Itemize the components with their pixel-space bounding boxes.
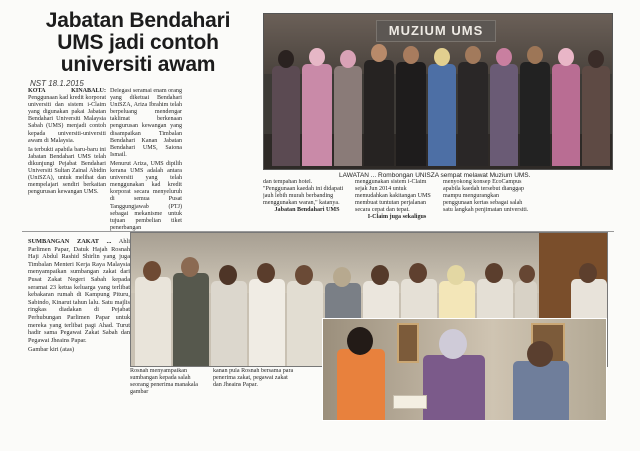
person-head — [409, 263, 427, 283]
paragraph: Delegasi seramai enam orang yang diketuai Bendahari UniSZA, Ariza Ibrahim telah berpeluang mendengar taklimat berkenaan pengurusan kewangan yang disampaikan Timbalan Bendahari Kanan Jabatan Bendahari UMS, Saiona Ismail. — [110, 88, 182, 158]
person-figure — [135, 277, 171, 367]
dateline: KOTA KINABALU: — [28, 88, 106, 94]
section-lead: SUMBANGAN ZAKAT ... — [28, 238, 112, 245]
person-head — [278, 50, 294, 68]
person-head — [340, 50, 356, 68]
paragraph: menyokong konsep EcoCampus apabila kaedah tersebut dianggap mampu mengurangkan penggunaan kertas sebagai salah satu langkah penjimatan universiti. — [443, 179, 529, 214]
bottom-caption-1: Rosnah menyampaikan sumbangan kepada salah seorang penerima manakala gambar — [130, 368, 199, 396]
person-head — [257, 263, 275, 283]
person-figure — [582, 66, 610, 166]
person-head — [579, 263, 597, 283]
person-figure — [428, 64, 456, 166]
person-head — [403, 46, 419, 64]
article-column-1 — [28, 88, 106, 238]
person-figure — [396, 62, 426, 166]
photo-caption-top: LAWATAN ... Rombongan UNISZA sempat melawat Muzium UMS. — [339, 172, 531, 179]
person-head — [496, 48, 512, 66]
person-head — [527, 341, 553, 367]
person-figure — [287, 281, 323, 367]
museum-banner: MUZIUM UMS — [376, 20, 496, 42]
person-head — [465, 46, 481, 64]
paragraph-text: Ahli Parlimen Papar, Datuk Hajah Rosnah Haji Abdul Rashid Shirlin yang juga Timbalan Menteri Kerja Raya Malaysia menyampaikan sumbangan zakat dari Pusat Zakat Negeri Sabah kepada seramai 23 ketua keluarga yang terlibat kebakaran rumah di Kampung Pituru, Sabindo, Kinarut tahun lalu. Satu majlis ringkas diadakan di Pejabat Perhubungan Parlimen Papar untuk mereka yang terlibat pagi Ahad. Turut hadir sama Pegawai Zakat Sabah dan Pegawai Jheains Papar. — [28, 238, 130, 344]
article-row-col-3 — [443, 179, 529, 237]
person-figure — [334, 66, 362, 166]
handwritten-date: NST 18.1.2015 — [30, 79, 84, 88]
person-figure — [249, 279, 285, 367]
paragraph — [28, 238, 130, 344]
article-column-3 — [187, 88, 259, 176]
wall-frame — [397, 323, 419, 363]
person-figure — [552, 64, 580, 166]
person-head — [309, 48, 325, 66]
paragraph: dan tempahan hotel. — [263, 179, 313, 185]
subheading: I-Claim juga sekaligus — [367, 214, 427, 221]
person-head — [371, 265, 389, 285]
paragraph-text: Penggunaan kad kredit korporat universiti dan sistem i-Claim yang digunakan pakai Jabatan Bendahari Universiti Malaysia Sabah (UMS) menjadi contoh kepada universiti-universiti awam di Malaysia. — [28, 95, 106, 144]
person-figure — [302, 64, 332, 166]
person-head — [588, 50, 604, 68]
person-head — [181, 257, 199, 277]
paragraph: menggunakan sistem i-Claim sejak Jun 2014 untuk memudahkan kakitangan UMS membuat tuntutan perjalanan secara cepat dan tepat. — [355, 179, 431, 214]
paragraph: "Penggunaan kaedah ini didapati jauh lebih murah berbanding menggunakan waran," katanya. — [263, 186, 344, 207]
person-figure — [173, 273, 209, 367]
person-head — [371, 44, 387, 62]
subheading: Jabatan Bendahari UMS — [274, 207, 340, 214]
paragraph — [28, 88, 106, 145]
person-head — [143, 261, 161, 281]
headline-line-3: universiti awam — [60, 53, 216, 76]
headline — [22, 10, 254, 76]
person-head — [447, 265, 465, 285]
bottom-caption-2: kanan pula Rosnah bersama para penerima zakat, pegawai zakat dan Jheains Papar. — [213, 368, 294, 389]
envelope — [393, 395, 427, 409]
photo-note: Gambar kiri (atas) — [28, 346, 75, 354]
person-head — [558, 48, 574, 66]
article-row-col-1 — [263, 179, 351, 237]
person-figure — [520, 62, 550, 166]
person-head — [434, 48, 450, 66]
person-figure — [513, 361, 569, 421]
person-figure — [211, 281, 247, 367]
group-photo-museum — [263, 13, 613, 170]
person-head — [295, 265, 313, 285]
paragraph: Menurut Ariza, UMS dipilih kerana UMS adalah antara universiti yang telah menggunakan kad kredit korporat secara menyeluruh di semua Pusat Tanggungjawab (PTJ) sebagai mekanisme untuk tujuan pembelian tiket penerbangan — [110, 160, 182, 231]
zakat-handover-photo — [322, 318, 607, 421]
person-head — [485, 263, 503, 283]
person-figure — [490, 64, 518, 166]
person-head — [527, 46, 543, 64]
person-head — [333, 267, 351, 287]
paragraph: Ia terbukti apabila baru-baru ini Jabatan Bendahari UMS telah dikunjungi Pejabat Bendahari Universiti Sultan Zainal Abidin (UniSZA), untuk melihat dan mempelajari sendiri berkaitan pengurusan kewangan UMS. — [28, 146, 106, 196]
officiator-figure — [423, 355, 485, 421]
person-figure — [458, 62, 488, 166]
article-column-2 — [110, 88, 182, 238]
person-head — [219, 265, 237, 285]
recipient-head — [347, 327, 373, 355]
officiator-head — [439, 329, 467, 359]
headline-line-1: Jabatan Bendahari — [45, 9, 231, 32]
person-figure — [364, 60, 394, 166]
person-head — [519, 265, 535, 283]
zakat-article — [28, 238, 130, 438]
person-figure — [272, 66, 300, 166]
recipient-figure — [337, 349, 385, 421]
headline-line-2: UMS jadi contoh — [57, 31, 219, 54]
article-row-col-2 — [355, 179, 439, 237]
